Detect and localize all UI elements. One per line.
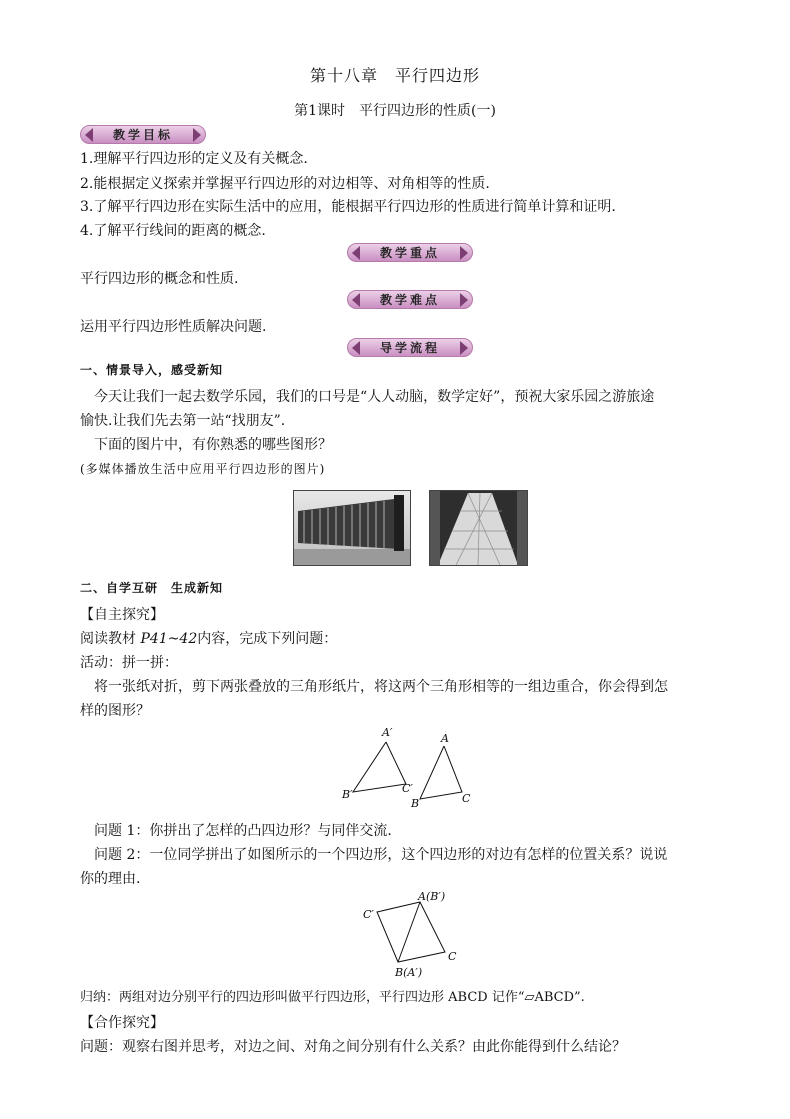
difficulties-header bbox=[347, 290, 473, 309]
read-prefix: 阅读教材 bbox=[80, 631, 141, 647]
section1-para2: 下面的图片中，有你熟悉的哪些图形？ bbox=[94, 437, 332, 453]
flow-header bbox=[347, 338, 473, 357]
lesson-title: 第1课时 平行四边形的性质(一) bbox=[294, 103, 496, 119]
coop-question: 问题：观察右图并思考，对边之间、对角之间分别有什么关系？由此你能得到什么结论？ bbox=[80, 1039, 626, 1055]
read-page: P41~42 bbox=[140, 631, 198, 647]
objective-4: 4.了解平行线间的距离的概念. bbox=[80, 223, 266, 239]
gate-photo bbox=[293, 490, 411, 566]
self-explore-label: 【自主探究】 bbox=[80, 607, 164, 623]
right-arrow-icon bbox=[460, 341, 468, 355]
label-top: A(B′) bbox=[418, 890, 446, 903]
label-b: B bbox=[411, 797, 420, 810]
question-2-line2: 你的理由. bbox=[80, 871, 141, 887]
label-a: A bbox=[441, 732, 449, 745]
section1-note: (多媒体播放生活中应用平行四边形的图片) bbox=[80, 462, 326, 476]
two-triangles-figure bbox=[340, 722, 480, 812]
left-arrow-icon bbox=[352, 293, 360, 307]
chapter-title: 第十八章 平行四边形 bbox=[309, 66, 480, 85]
label-right: C bbox=[448, 950, 457, 963]
label-c: C bbox=[462, 792, 471, 805]
right-arrow-icon bbox=[460, 293, 468, 307]
section2-heading: 二、自学互研 生成新知 bbox=[80, 581, 224, 595]
objective-1: 1.理解平行四边形的定义及有关概念. bbox=[80, 151, 308, 167]
right-arrow-icon bbox=[193, 128, 201, 142]
right-arrow-icon bbox=[460, 246, 468, 260]
key-points-header bbox=[347, 243, 473, 262]
label-c1: C′ bbox=[402, 782, 413, 795]
task-line2: 样的图形？ bbox=[80, 703, 150, 719]
label-bottom: B(A′) bbox=[395, 966, 423, 979]
summary-definition: 归纳：两组对边分别平行的四边形叫做平行四边形，平行四边形 ABCD 记作“▱ABCD”. bbox=[80, 990, 585, 1005]
section1-heading: 一、情景导入，感受新知 bbox=[80, 363, 224, 377]
section1-para1-line1: 今天让我们一起去数学乐园，我们的口号是“人人动脑，数学定好”，预祝大家乐园之游旅途 bbox=[94, 389, 655, 405]
label-b1: B′ bbox=[342, 788, 353, 801]
difficulty-text: 运用平行四边形性质解决问题. bbox=[80, 319, 267, 335]
difficulties-header-label: 教学难点 bbox=[379, 293, 440, 307]
coop-explore-label: 【合作探究】 bbox=[80, 1015, 164, 1031]
objectives-header-label: 教学目标 bbox=[112, 128, 173, 142]
question-1: 问题 1：你拼出了怎样的凸四边形？与同伴交流. bbox=[94, 823, 392, 839]
label-a1: A′ bbox=[382, 726, 393, 739]
parallelogram-figure bbox=[355, 888, 470, 980]
key-points-header-label: 教学重点 bbox=[379, 246, 440, 260]
floor-photo bbox=[429, 490, 528, 566]
read-suffix: 内容，完成下列问题： bbox=[197, 631, 338, 647]
question-2-line1: 问题 2：一位同学拼出了如图所示的一个四边形，这个四边形的对边有怎样的位置关系？说说 bbox=[94, 847, 668, 863]
activity-label: 活动：拼一拼： bbox=[80, 655, 178, 671]
objectives-header bbox=[80, 125, 206, 144]
section1-para1-line2: 愉快.让我们先去第一站“找朋友”. bbox=[80, 413, 286, 429]
objective-3: 3.了解平行四边形在实际生活中的应用，能根据平行四边形的性质进行简单计算和证明. bbox=[80, 199, 616, 215]
flow-header-label: 导学流程 bbox=[379, 341, 440, 355]
left-arrow-icon bbox=[352, 246, 360, 260]
label-left: C′ bbox=[363, 908, 374, 921]
left-arrow-icon bbox=[352, 341, 360, 355]
key-point-text: 平行四边形的概念和性质. bbox=[80, 271, 239, 287]
left-arrow-icon bbox=[85, 128, 93, 142]
task-line1: 将一张纸对折，剪下两张叠放的三角形纸片，将这两个三角形相等的一组边重合，你会得到怎 bbox=[94, 679, 668, 695]
reading-instruction bbox=[80, 628, 337, 648]
objective-2: 2.能根据定义探索并掌握平行四边形的对边相等、对角相等的性质. bbox=[80, 176, 490, 192]
